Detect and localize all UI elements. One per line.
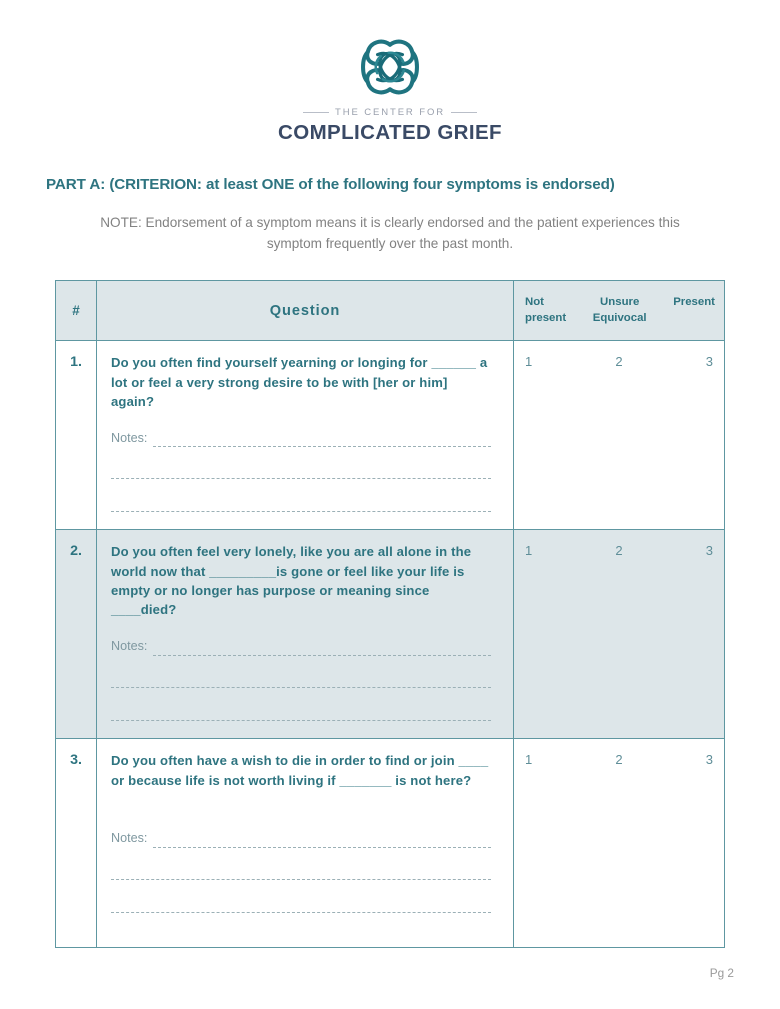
table-header-row (56, 281, 725, 341)
question-text: Do you often find yourself yearning or longing for ______ a lot or feel a very strong desire to be with [her or him] again? (111, 355, 488, 409)
question-text: Do you often have a wish to die in order to find or join ____ or because life is not worth living if _______ is not here? (111, 753, 489, 788)
row-answer-cell[interactable] (514, 739, 725, 948)
header-question-label: Question (269, 302, 341, 319)
survey-table (55, 280, 725, 948)
notes-write-line[interactable] (153, 445, 491, 447)
logo-tagline (0, 107, 780, 118)
header-number-label: # (72, 303, 80, 319)
notes-write-line[interactable] (111, 719, 491, 721)
row-number: 3. (56, 739, 97, 948)
row-answer-cell[interactable] (514, 341, 725, 530)
table-row (56, 530, 725, 739)
row-number: 2. (56, 530, 97, 739)
row-question-cell (97, 739, 514, 948)
row-number: 1. (56, 341, 97, 530)
row-answer-cell[interactable] (514, 530, 725, 739)
notes-write-line[interactable] (153, 846, 491, 848)
celtic-knot-logo-icon (359, 36, 421, 98)
notes-write-line[interactable] (111, 911, 491, 913)
tagline-rule-right (451, 112, 477, 113)
row-question-cell (97, 530, 514, 739)
header-unsure-line2: Equivocal (592, 311, 647, 324)
answer-option-present[interactable]: 3 (705, 543, 714, 559)
notes-block[interactable] (111, 824, 491, 914)
question-text: Do you often feel very lonely, like you are all alone in the world now that _________is gone or feel like your life is empty or no longer has purpose or meaning since ____died? (111, 544, 472, 618)
notes-block[interactable] (111, 423, 491, 513)
table-row (56, 341, 725, 530)
answer-option-unsure[interactable]: 2 (615, 543, 623, 559)
answer-option-not-present[interactable]: 1 (525, 752, 533, 768)
tagline-text: THE CENTER FOR (335, 107, 445, 118)
notes-block[interactable] (111, 632, 491, 722)
header-present-line1: Present (673, 295, 715, 308)
header-question (97, 281, 514, 341)
notes-write-line[interactable] (111, 477, 491, 479)
header-not-present (525, 295, 566, 326)
header-not-present-line1: Not (525, 295, 544, 308)
answer-option-unsure[interactable]: 2 (615, 752, 623, 768)
table-row (56, 739, 725, 948)
header-not-present-line2: present (525, 311, 567, 324)
header-unsure-line1: Unsure (600, 295, 640, 308)
row-question-cell (97, 341, 514, 530)
tagline-rule-left (303, 112, 329, 113)
header-number (56, 281, 97, 341)
note-text: NOTE: Endorsement of a symptom means it is clearly endorsed and the patient experiences this symptom frequently over the past month. (100, 215, 680, 252)
answer-option-present[interactable]: 3 (705, 752, 714, 768)
page-number: Pg 2 (709, 966, 734, 980)
notes-write-line[interactable] (111, 878, 491, 880)
answer-option-not-present[interactable]: 1 (525, 354, 533, 370)
logo-block (0, 0, 780, 145)
answer-option-not-present[interactable]: 1 (525, 543, 533, 559)
notes-label: Notes: (111, 430, 148, 445)
notes-label: Notes: (111, 831, 148, 846)
header-present (673, 295, 715, 326)
notes-write-line[interactable] (111, 686, 491, 688)
logo-wordmark: COMPLICATED GRIEF (278, 121, 502, 144)
part-heading: PART A: (CRITERION: at least ONE of the following four symptoms is endorsed) (46, 176, 615, 193)
header-answers (514, 281, 725, 341)
notes-label: Notes: (111, 639, 148, 654)
notes-write-line[interactable] (153, 654, 491, 656)
answer-option-unsure[interactable]: 2 (615, 354, 623, 370)
header-unsure-equivocal (593, 295, 647, 326)
answer-option-present[interactable]: 3 (705, 354, 714, 370)
notes-write-line[interactable] (111, 510, 491, 512)
table-head (56, 281, 725, 341)
table-body (56, 341, 725, 948)
